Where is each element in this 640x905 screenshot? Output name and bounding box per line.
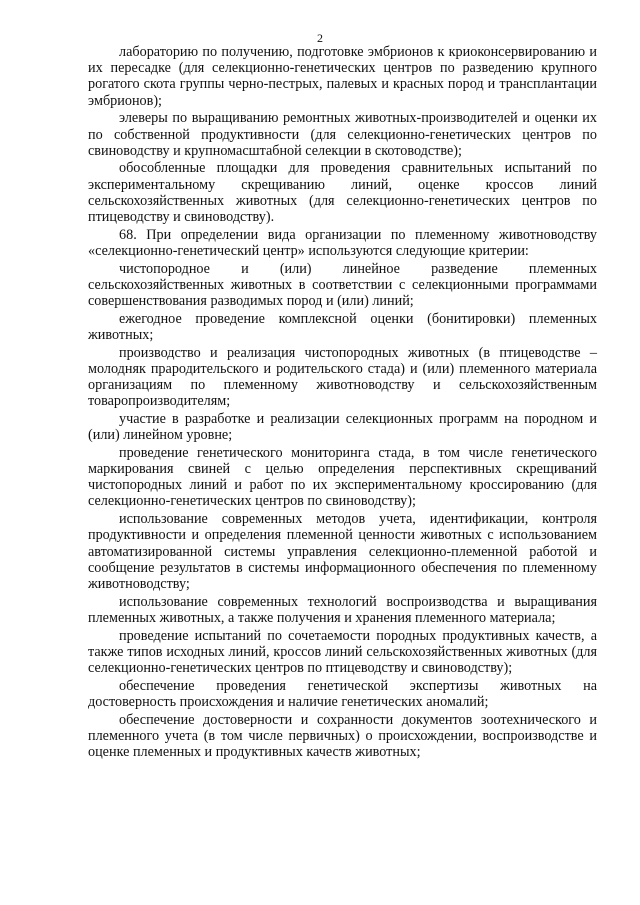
criterion-genetic-expertise: обеспечение проведения генетической экспертизы животных на достоверность происхождения и наличие генетических аномалий; (88, 677, 597, 710)
criterion-genetic-monitoring: проведение генетического мониторинга стада, в том числе генетического маркирования свиней с целью определения перспективных скрещиваний чистопородных линий и работ по их экспериментальному кроссированию (для селекционно-генетических центров по свиноводству); (88, 444, 597, 510)
criterion-production-sales: производство и реализация чистопородных животных (в птицеводстве – молодняк прародительского и родительского стада) и (или) племенного материала организациям по племенному животноводству и сельскохозяйственным товаропроизводителям; (88, 344, 597, 410)
paragraph-lab-embryo: лабораторию по получению, подготовке эмбрионов к криоконсервированию и их пересадке (для селекционно-генетических центров по разведению крупного рогатого скота группы черно-пестрых, палевых и красных пород и трансплантации эмбрионов); (88, 44, 597, 109)
paragraph-section-68: 68. При определении вида организации по племенному животноводству «селекционно-генетический центр» используются следующие критерии: (88, 226, 597, 259)
page-number: 2 (317, 31, 323, 45)
criterion-reproduction-tech: использование современных технологий воспроизводства и выращивания племенных животных, а также получения и хранения племенного материала; (88, 593, 597, 626)
paragraph-elevers: элеверы по выращиванию ремонтных животных-производителей и оценки их по собственной продуктивности (для селекционно-генетических центров по свиноводству и крупномасштабной селекции в скотоводстве); (88, 110, 597, 159)
paragraph-test-sites: обособленные площадки для проведения сравнительных испытаний по экспериментальному скрещиванию линий, оценке кроссов линий сельскохозяйственных животных (для селекционно-генетических центров по птицеводству и свиноводству). (88, 160, 597, 226)
criterion-annual-assessment: ежегодное проведение комплексной оценки (бонитировки) племенных животных; (88, 310, 597, 343)
criterion-document-integrity: обеспечение достоверности и сохранности документов зоотехнического и племенного учета (в том числе первичных) о происхождении, воспроизводстве и оценке племенных и продуктивных качеств животных; (88, 711, 597, 761)
criterion-selection-programs: участие в разработке и реализации селекционных программ на породном и (или) линейном уровне; (88, 410, 597, 444)
document-body (88, 44, 597, 762)
criterion-combinability-tests: проведение испытаний по сочетаемости породных продуктивных качеств, а также типов исходных линий, кроссов линий сельскохозяйственных животных (для селекционно-генетических центров по птицеводству и свиноводству); (88, 627, 597, 677)
criterion-purebred-breeding: чистопородное и (или) линейное разведение племенных сельскохозяйственных животных в соответствии с селекционными программами совершенствования разводимых пород и (или) линий; (88, 260, 597, 310)
criterion-accounting-methods: использование современных методов учета, идентификации, контроля продуктивности и определения племенной ценности животных с использованием автоматизированной системы управления селекционно-племенной работой и сообщение результатов в системы информационного обеспечения по племенному животноводству; (88, 511, 597, 592)
